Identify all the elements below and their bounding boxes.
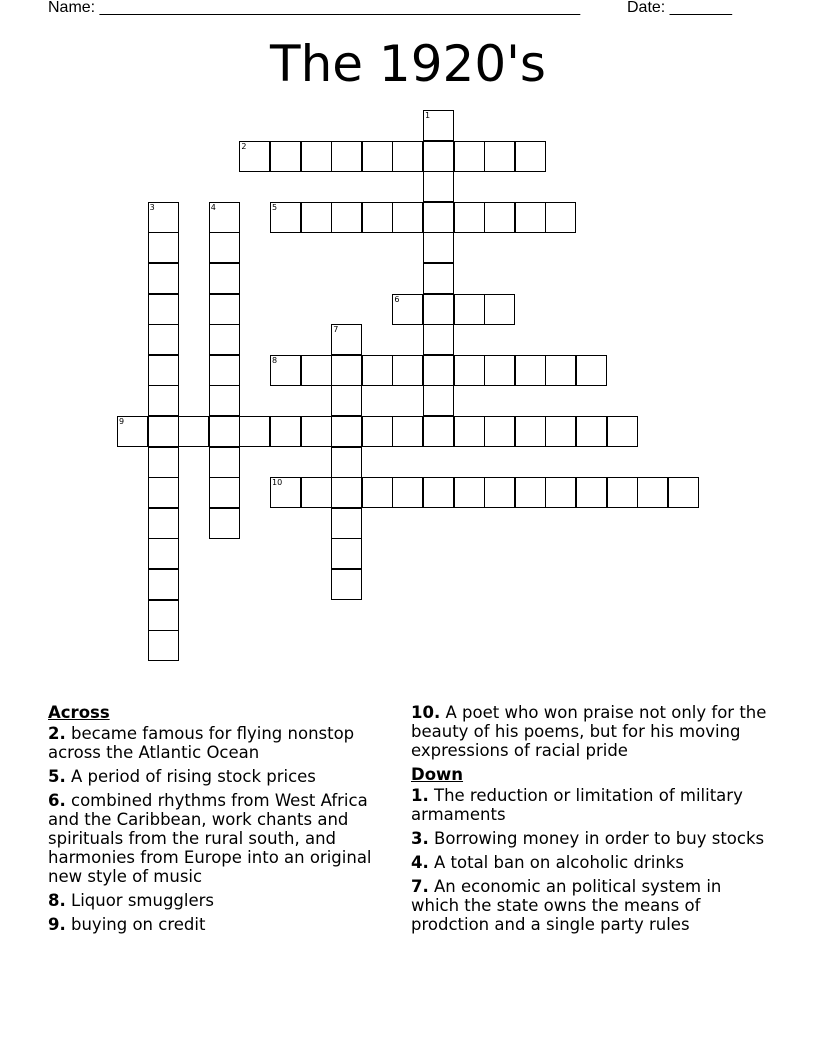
crossword-cell[interactable] [270,355,301,386]
crossword-cell[interactable] [423,171,454,202]
clue-down-3: 3. Borrowing money in order to buy stocks [411,829,765,848]
crossword-cell[interactable] [423,263,454,294]
crossword-cell[interactable] [301,477,332,508]
clue-number-label: 4 [210,202,216,212]
crossword-cell[interactable] [148,447,179,478]
clue-number-label: 6 [394,294,400,304]
crossword-cell[interactable] [515,355,546,386]
crossword-cell[interactable] [515,477,546,508]
crossword-cell[interactable] [515,416,546,447]
crossword-cell[interactable] [607,477,638,508]
page-title: The 1920's [270,35,546,93]
crossword-cell[interactable] [637,477,668,508]
crossword-cell[interactable] [331,385,362,416]
crossword-cell[interactable] [515,141,546,172]
down-heading: Down [411,765,464,784]
crossword-cell[interactable] [454,141,485,172]
crossword-cell[interactable] [423,416,454,447]
crossword-cell[interactable] [270,202,301,233]
crossword-cell[interactable] [209,355,240,386]
clue-number-label: 7 [333,325,339,335]
crossword-cell[interactable] [270,477,301,508]
crossword-cell[interactable] [148,630,179,661]
clue-across-5: 5. A period of rising stock prices [48,767,316,786]
crossword-cell[interactable] [668,477,699,508]
crossword-cell[interactable] [301,416,332,447]
crossword-cell[interactable] [454,294,485,325]
name-field-label: Name: ______________________________________________________ [48,0,581,16]
crossword-cell[interactable] [423,202,454,233]
clue-across-9: 9. buying on credit [48,915,206,934]
crossword-cell[interactable] [148,202,179,233]
clue-across-6: 6. combined rhythms from West Africa and the Caribbean, work chants and spirituals from the rural south, and harmonies from Europe into an original new style of music [48,791,372,886]
clue-number-label: 8 [272,355,278,365]
crossword-cell[interactable] [545,202,576,233]
crossword-cell[interactable] [484,294,515,325]
crossword-cell[interactable] [331,416,362,447]
crossword-cell[interactable] [178,416,209,447]
clue-down-4: 4. A total ban on alcoholic drinks [411,853,684,872]
crossword-cell[interactable] [392,294,423,325]
crossword-cell[interactable] [362,141,393,172]
crossword-cell[interactable] [454,416,485,447]
crossword-cell[interactable] [515,202,546,233]
crossword-cell[interactable] [607,416,638,447]
crossword-cell[interactable] [331,141,362,172]
crossword-cell[interactable] [148,385,179,416]
crossword-cell[interactable] [454,202,485,233]
crossword-cell[interactable] [148,477,179,508]
crossword-cell[interactable] [423,232,454,263]
crossword-cell[interactable] [301,202,332,233]
clue-number-label: 1 [425,111,431,120]
crossword-cell[interactable] [484,355,515,386]
crossword-cell[interactable] [331,538,362,569]
crossword-cell[interactable] [209,385,240,416]
crossword-cell[interactable] [423,355,454,386]
crossword-cell[interactable] [209,232,240,263]
crossword-cell[interactable] [148,263,179,294]
crossword-cell[interactable] [209,324,240,355]
clue-across-10: 10. A poet who won praise not only for the beauty of his poems, but for his moving expressions of racial pride [411,703,767,760]
crossword-cell[interactable] [423,294,454,325]
crossword-cell[interactable] [392,141,423,172]
crossword-cell[interactable] [423,110,454,141]
crossword-cell[interactable] [362,416,393,447]
crossword-cell[interactable] [331,447,362,478]
crossword-cell[interactable] [239,416,270,447]
clue-down-1: 1. The reduction or limitation of military armaments [411,786,743,824]
clue-number-label: 3 [149,202,155,212]
crossword-cell[interactable] [484,477,515,508]
crossword-cell[interactable] [454,477,485,508]
crossword-cell[interactable] [331,569,362,600]
crossword-cell[interactable] [576,416,607,447]
crossword-cell[interactable] [148,508,179,539]
clue-number-label: 10 [272,478,283,488]
crossword-cell[interactable] [423,141,454,172]
crossword-cell[interactable] [301,355,332,386]
crossword-cell[interactable] [209,447,240,478]
crossword-cell[interactable] [484,141,515,172]
crossword-cell[interactable] [545,477,576,508]
clue-down-7: 7. An economic an political system in which the state owns the means of prodction and a single party rules [411,877,722,934]
across-heading: Across [48,703,110,722]
crossword-cell[interactable] [209,416,240,447]
crossword-cell[interactable] [484,416,515,447]
crossword-cell[interactable] [209,477,240,508]
crossword-cell[interactable] [576,477,607,508]
crossword-cell[interactable] [331,508,362,539]
crossword-cell[interactable] [148,538,179,569]
clue-number-label: 9 [119,417,125,426]
clues-column-left [48,703,403,939]
crossword-cell[interactable] [423,324,454,355]
crossword-cell[interactable] [392,416,423,447]
date-field-label: Date: _______ [627,0,732,16]
crossword-cell[interactable] [392,202,423,233]
clue-number-label: 5 [272,202,278,212]
crossword-cell[interactable] [331,324,362,355]
crossword-cell[interactable] [362,477,393,508]
crossword-cell[interactable] [362,202,393,233]
crossword-cell[interactable] [331,355,362,386]
crossword-cell[interactable] [148,355,179,386]
clues-column-right [411,703,771,939]
crossword-cell[interactable] [209,263,240,294]
crossword-cell[interactable] [209,294,240,325]
crossword-cell[interactable] [423,385,454,416]
crossword-cell[interactable] [392,477,423,508]
clue-across-8: 8. Liquor smugglers [48,891,215,910]
crossword-cell[interactable] [423,477,454,508]
crossword-cell[interactable] [545,355,576,386]
crossword-cell[interactable] [331,477,362,508]
crossword-cell[interactable] [545,416,576,447]
crossword-cell[interactable] [576,355,607,386]
crossword-cell[interactable] [484,202,515,233]
clue-number-label: 2 [241,141,247,151]
crossword-cell[interactable] [148,232,179,263]
crossword-cell[interactable] [148,324,179,355]
crossword-cell[interactable] [239,141,270,172]
crossword-cell[interactable] [362,355,393,386]
crossword-cell[interactable] [209,202,240,233]
crossword-cell[interactable] [270,141,301,172]
crossword-cell[interactable] [301,141,332,172]
clue-across-2: 2. became famous for flying nonstop across the Atlantic Ocean [48,724,355,762]
crossword-cell[interactable] [392,355,423,386]
crossword-cell[interactable] [148,600,179,631]
crossword-cell[interactable] [148,416,179,447]
crossword-cell[interactable] [270,416,301,447]
crossword-cell[interactable] [454,355,485,386]
crossword-cell[interactable] [117,416,148,447]
crossword-cell[interactable] [331,202,362,233]
crossword-cell[interactable] [148,294,179,325]
crossword-cell[interactable] [209,508,240,539]
crossword-cell[interactable] [148,569,179,600]
